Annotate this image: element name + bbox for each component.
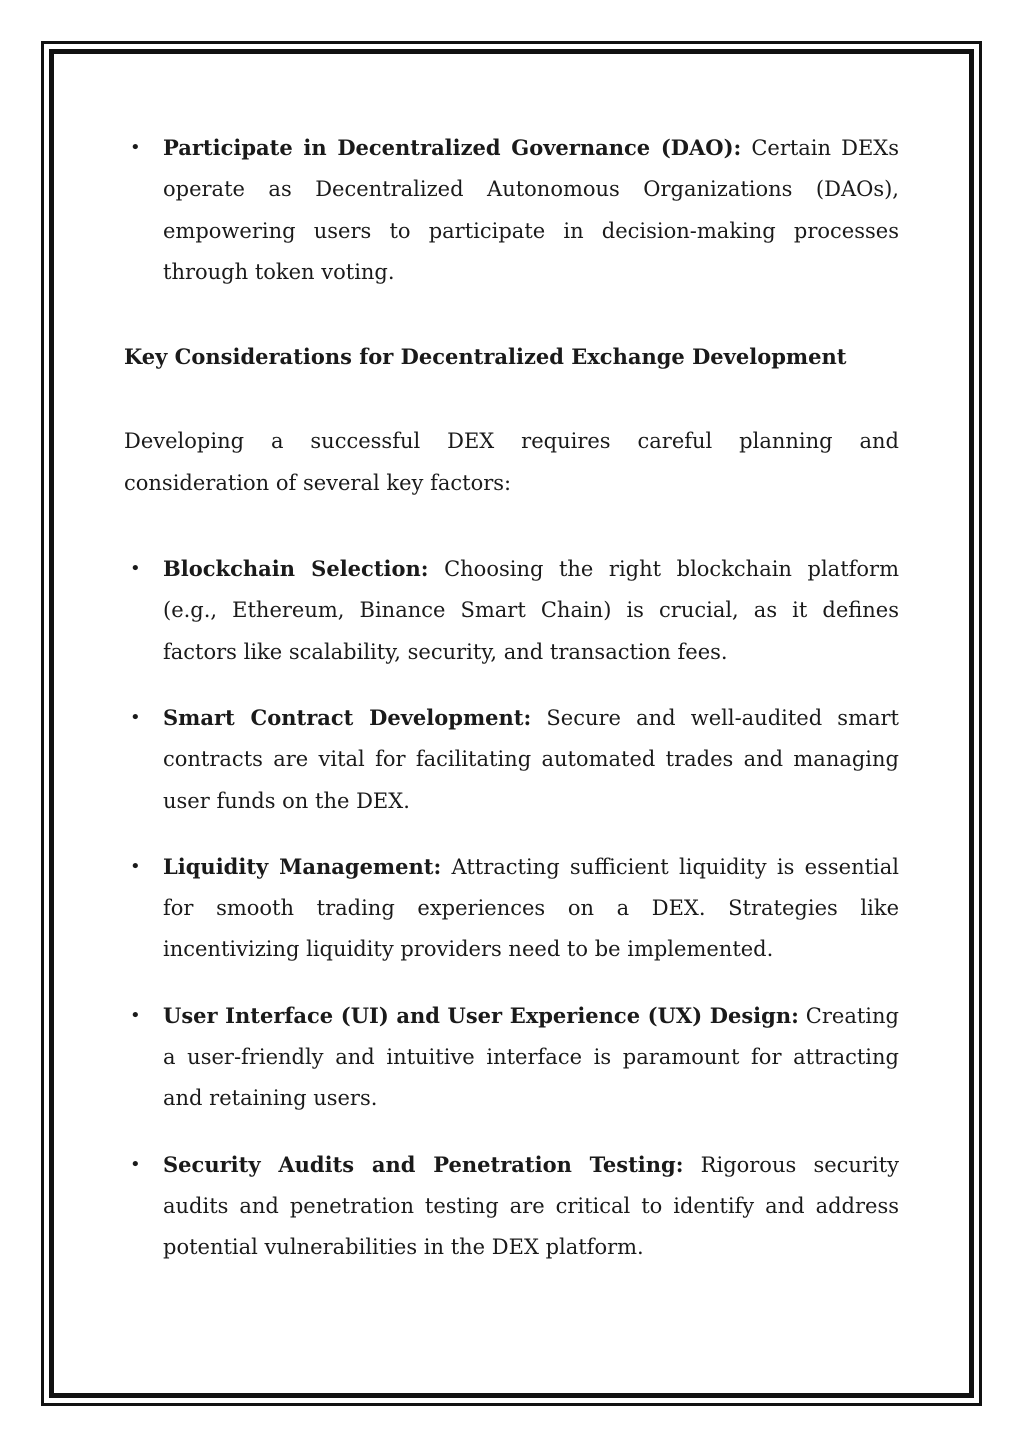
list-item-title: Security Audits and Penetration Testing: [163, 1151, 684, 1177]
list-item-security [124, 1144, 899, 1269]
list-item-title: Blockchain Selection: [163, 556, 429, 582]
list-item-dao [124, 127, 899, 293]
section-heading: Key Considerations for Decentralized Exchange Development [124, 344, 847, 370]
list-item-text: Attracting sufficient liquidity is essential for smooth trading experiences on a DEX. Strategies like incentivizing liquidity providers need to be implemented. [163, 854, 899, 962]
intro-bullet-list [124, 127, 899, 293]
list-item-text: Rigorous security audits and penetration testing are critical to identify and address potential vulnerabilities in the DEX platform. [163, 1152, 899, 1260]
list-item-smart-contract [124, 697, 899, 822]
list-item-title: Participate in Decentralized Governance (DAO): [163, 135, 742, 160]
intro-paragraph: Developing a successful DEX requires careful planning and consideration of several key factors: [124, 429, 899, 495]
bullet-icon: • [130, 1004, 141, 1026]
list-item-text: Certain DEXs operate as Decentralized Autonomous Organizations (DAOs), empowering users to participate in decision-making processes through token voting. [163, 136, 899, 284]
bullet-icon: • [130, 558, 141, 580]
list-item-text: Secure and well-audited smart contracts are vital for facilitating automated trades and managing user funds on the DEX. [163, 705, 899, 813]
list-item-text: Choosing the right blockchain platform (e.g., Ethereum, Binance Smart Chain) is crucial, as it defines factors like scalability, security, and transaction fees. [163, 557, 899, 664]
list-item-text: Creating a user-friendly and intuitive interface is paramount for attracting and retaining users. [163, 1003, 899, 1111]
bullet-icon: • [130, 855, 141, 877]
list-item-ui-ux [124, 995, 899, 1120]
list-item-liquidity [124, 846, 899, 971]
list-item-title: User Interface (UI) and User Experience (UX) Design: [163, 1002, 799, 1028]
bullet-icon: • [130, 137, 141, 158]
list-item-blockchain-selection [124, 548, 899, 673]
list-item-title: Smart Contract Development: [163, 704, 532, 730]
factor-bullet-list [124, 548, 899, 1268]
document-content [124, 127, 899, 1269]
bullet-icon: • [130, 706, 141, 728]
list-item-title: Liquidity Management: [163, 853, 442, 879]
bullet-icon: • [130, 1153, 141, 1175]
